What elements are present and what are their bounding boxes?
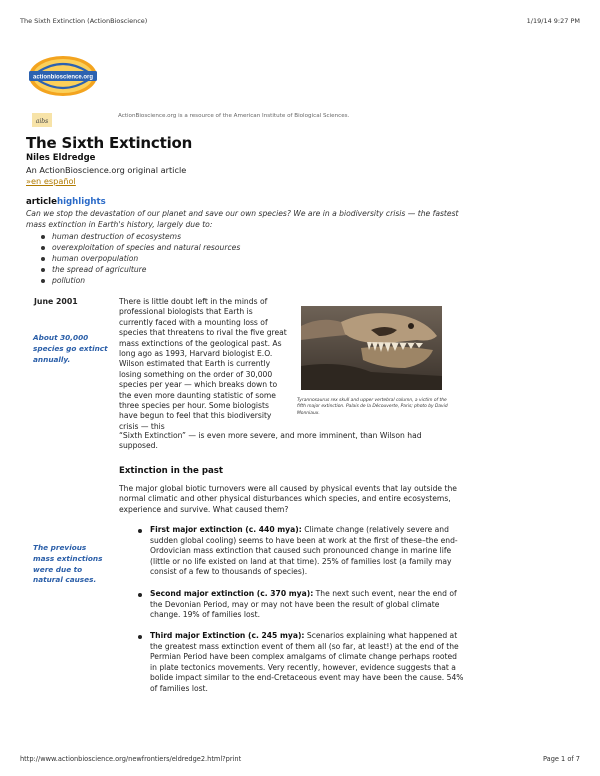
extinction-title: Third major Extinction (c. 245 mya): <box>150 631 305 640</box>
print-header-title: The Sixth Extinction (ActionBioscience) <box>20 17 148 25</box>
print-footer-page: Page 1 of 7 <box>543 755 580 763</box>
article-title: The Sixth Extinction <box>26 134 193 152</box>
list-item: human destruction of ecosystems <box>40 231 240 242</box>
print-footer-url: http://www.actionbioscience.org/newfrontiers/eldredge2.html?print <box>20 755 242 763</box>
extinction-item-first <box>150 525 466 578</box>
highlights-label <box>26 197 106 207</box>
intro-paragraph-continued: “Sixth Extinction” — is even more severe, and more imminent, than Wilson had supposed. <box>119 431 422 451</box>
list-item: pollution <box>40 275 240 286</box>
section-heading: Extinction in the past <box>119 466 224 476</box>
pull-quote: About 30,000 species go extinct annually. <box>33 333 108 364</box>
logo-text: actionbioscience.org <box>32 74 94 81</box>
extinction-text: The next such event, near the end of the Devonian Period, may or may not have been the result of global climate change. 19% of families lost. <box>150 589 457 620</box>
aibs-logo-text: aibs <box>35 118 49 125</box>
extinction-text: Scenarios explaining what happened at the greatest mass extinction event of them all (so far, at least!) at the end of the Permian Period have been complex amalgams of climate change perhaps rooted in plate tectonics movements. Very recently, however, evidence suggests that a bolide impact similar to the end-Cretaceous event may have been the cause. 54% of families lost. <box>150 631 464 693</box>
article-author: Niles Eldredge <box>26 153 96 163</box>
highlights-label-highlights: highlights <box>56 197 106 207</box>
pull-quote: The previous mass extinctions were due to natural causes. <box>33 543 103 585</box>
extinction-item-second <box>150 589 466 621</box>
t-rex-skull-photo <box>301 306 442 390</box>
extinction-item-third <box>150 631 466 695</box>
list-item: overexploitation of species and natural resources <box>40 242 240 253</box>
print-header-datetime: 1/19/14 9:27 PM <box>526 17 580 25</box>
aibs-resource-note: ActionBioscience.org is a resource of the American Institute of Biological Sciences. <box>118 113 350 119</box>
list-item: human overpopulation <box>40 253 240 264</box>
extinction-text: Climate change (relatively severe and sudden global cooling) seems to have been at work at the first of these–the end-Ordovician mass extinction that caused such pronounced change in marine life (little or no life existed on land at that time). 25% of families lost (a family may consist of a few to thousands of species). <box>150 525 458 577</box>
highlights-list <box>40 231 240 286</box>
article-type: An ActionBioscience.org original article <box>26 165 187 175</box>
spanish-version-link[interactable]: »en español <box>26 176 76 186</box>
actionbioscience-logo[interactable] <box>26 52 100 100</box>
extinction-title: First major extinction (c. 440 mya): <box>150 525 302 534</box>
photo-caption: Tyrannosaurus rex skull and upper vertebral column, a victim of the fifth major extinction. Palais de la Découverte, Paris; photo by David Monniaux. <box>297 398 448 416</box>
extinction-title: Second major extinction (c. 370 mya): <box>150 589 314 598</box>
list-item: the spread of agriculture <box>40 264 240 275</box>
highlights-intro: Can we stop the devastation of our planet and save our own species? We are in a biodiversity crisis — the fastest mass extinction in Earth's history, largely due to: <box>26 209 459 230</box>
publication-date: June 2001 <box>34 297 78 306</box>
highlights-label-article: article <box>26 197 57 207</box>
intro-paragraph: There is little doubt left in the minds of professional biologists that Earth is currently faced with a mounting loss of species that threatens to rival the five great mass extinctions of the geological past. As long ago as 1993, Harvard biologist E.O. Wilson estimated that Earth is currently losing something on the order of 30,000 species per year — which breaks down to the even more daunting statistic of some three species per hour. Some biologists have begun to feel that this biodiversity crisis — this <box>119 297 287 431</box>
section-paragraph: The major global biotic turnovers were all caused by physical events that lay outside the normal climatic and other physical disturbances which species, and entire ecosystems, experience and survive. What caused them? <box>119 484 457 514</box>
aibs-logo[interactable] <box>32 113 52 127</box>
